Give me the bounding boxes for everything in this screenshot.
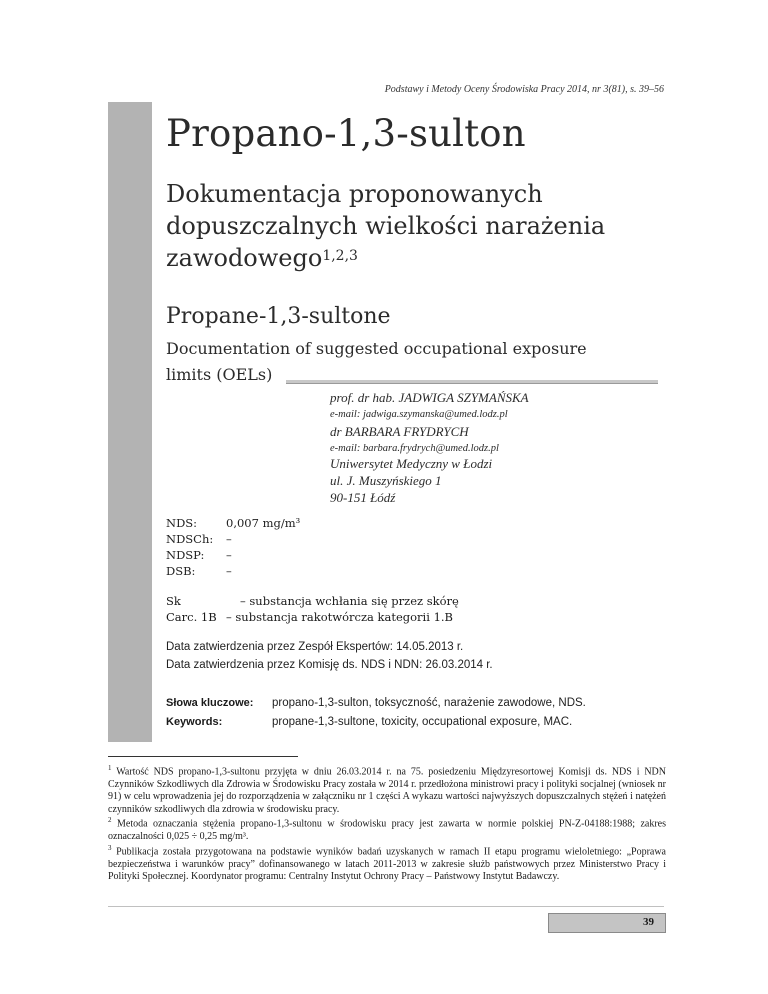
page-number: 39 <box>643 916 654 928</box>
institution-name: Uniwersytet Medyczny w Łodzi <box>330 456 493 471</box>
keywords-label-english: Keywords: <box>166 716 223 728</box>
author-name: dr BARBARA FRYDRYCH <box>330 424 469 439</box>
keywords-english: propane-1,3-sultone, toxicity, occupational exposure, MAC. <box>272 716 573 728</box>
author-email[interactable]: e-mail: jadwiga.szymanska@umed.lodz.pl <box>330 409 508 420</box>
institution-street: ul. J. Muszyńskiego 1 <box>330 473 442 488</box>
page-bottom-rule <box>108 906 664 907</box>
approval-date-experts: Data zatwierdzenia przez Zespół Ekspertów: 14.05.2013 r. <box>166 641 464 653</box>
sidebar-bar <box>108 102 152 742</box>
title-english: Propane-1,3-sultone <box>166 304 391 329</box>
limit-label: DSB: <box>166 564 196 578</box>
limit-value: – <box>226 564 232 578</box>
title-divider <box>286 380 658 384</box>
footnote-text: Wartość NDS propano-1,3-sultonu przyjęta w dniu 26.03.2014 r. na 75. posiedzeniu Międzyresortowej Komisji ds. NDS i NDN Czynników Szkodliwych dla Zdrowia w Środowisku Pracy została w 2014 r. przedłożona ministrowi pracy i polityki socjalnej (wniosek nr 91) w celu wprowadzenia jej do rozporządzenia w załączniku nr 1 części A wykazu wartości najwyższych dopuszczalnych stężeń i natężeń czynników szkodliwych dla zdrowia w środowisku pracy. <box>108 766 666 815</box>
footnote-text: Metoda oznaczania stężenia propano-1,3-sultonu w środowisku pracy jest zawarta w normie polskiej PN-Z-04188:1988; zakres oznaczalności 0,025 ÷ 0,25 mg/m³. <box>108 818 667 842</box>
footnote-number: 1 <box>108 764 112 772</box>
institution-city: 90-151 Łódź <box>330 490 396 505</box>
footnote-number: 3 <box>108 844 112 852</box>
classification-description: – substancja rakotwórcza kategorii 1.B <box>226 610 453 624</box>
subtitle-polish-text: Dokumentacja proponowanych dopuszczalnych wielkości narażenia zawodowego <box>166 180 606 272</box>
footnote-divider <box>108 756 298 757</box>
keywords-label-polish: Słowa kluczowe: <box>166 697 254 709</box>
limit-label: NDSCh: <box>166 532 214 546</box>
keywords-polish: propano-1,3-sulton, toksyczność, narażenie zawodowe, NDS. <box>272 697 586 709</box>
author-name: prof. dr hab. JADWIGA SZYMAŃSKA <box>330 390 529 405</box>
approval-date-commission: Data zatwierdzenia przez Komisję ds. NDS i NDN: 26.03.2014 r. <box>166 659 493 671</box>
footnote <box>108 842 666 884</box>
subtitle-english: Documentation of suggested occupational exposure limits (OELs) <box>166 339 587 384</box>
limit-value: – <box>226 532 232 546</box>
classification-code: Sk <box>166 594 181 608</box>
classification-description: – substancja wchłania się przez skórę <box>240 594 459 608</box>
title-polish: Propano-1,3-sulton <box>166 112 526 155</box>
limit-label: NDS: <box>166 516 198 530</box>
subtitle-polish <box>166 178 646 274</box>
footnote-number: 2 <box>108 816 112 824</box>
limit-value: – <box>226 548 232 562</box>
limit-label: NDSP: <box>166 548 205 562</box>
footnote-markers: 1,2,3 <box>322 248 358 264</box>
footnote-text: Publikacja została przygotowana na podstawie wyników badań uzyskanych w ramach II etapu programu wieloletniego: „Poprawa bezpieczeństwa i warunków pracy” dofinansowanego w latach 2011-2013 w zakresie służb państwowych przez Ministerstwo Pracy i Polityki Społecznej. Koordynator programu: Centralny Instytut Ochrony Pracy – Państwowy Instytut Badawczy. <box>108 846 666 883</box>
limit-value: 0,007 mg/m³ <box>226 516 301 530</box>
journal-citation: Podstawy i Metody Oceny Środowiska Pracy 2014, nr 3(81), s. 39–56 <box>384 84 664 95</box>
footnote <box>108 814 666 843</box>
footnote <box>108 762 666 816</box>
classification-code: Carc. 1B <box>166 610 217 624</box>
author-email[interactable]: e-mail: barbara.frydrych@umed.lodz.pl <box>330 443 499 454</box>
